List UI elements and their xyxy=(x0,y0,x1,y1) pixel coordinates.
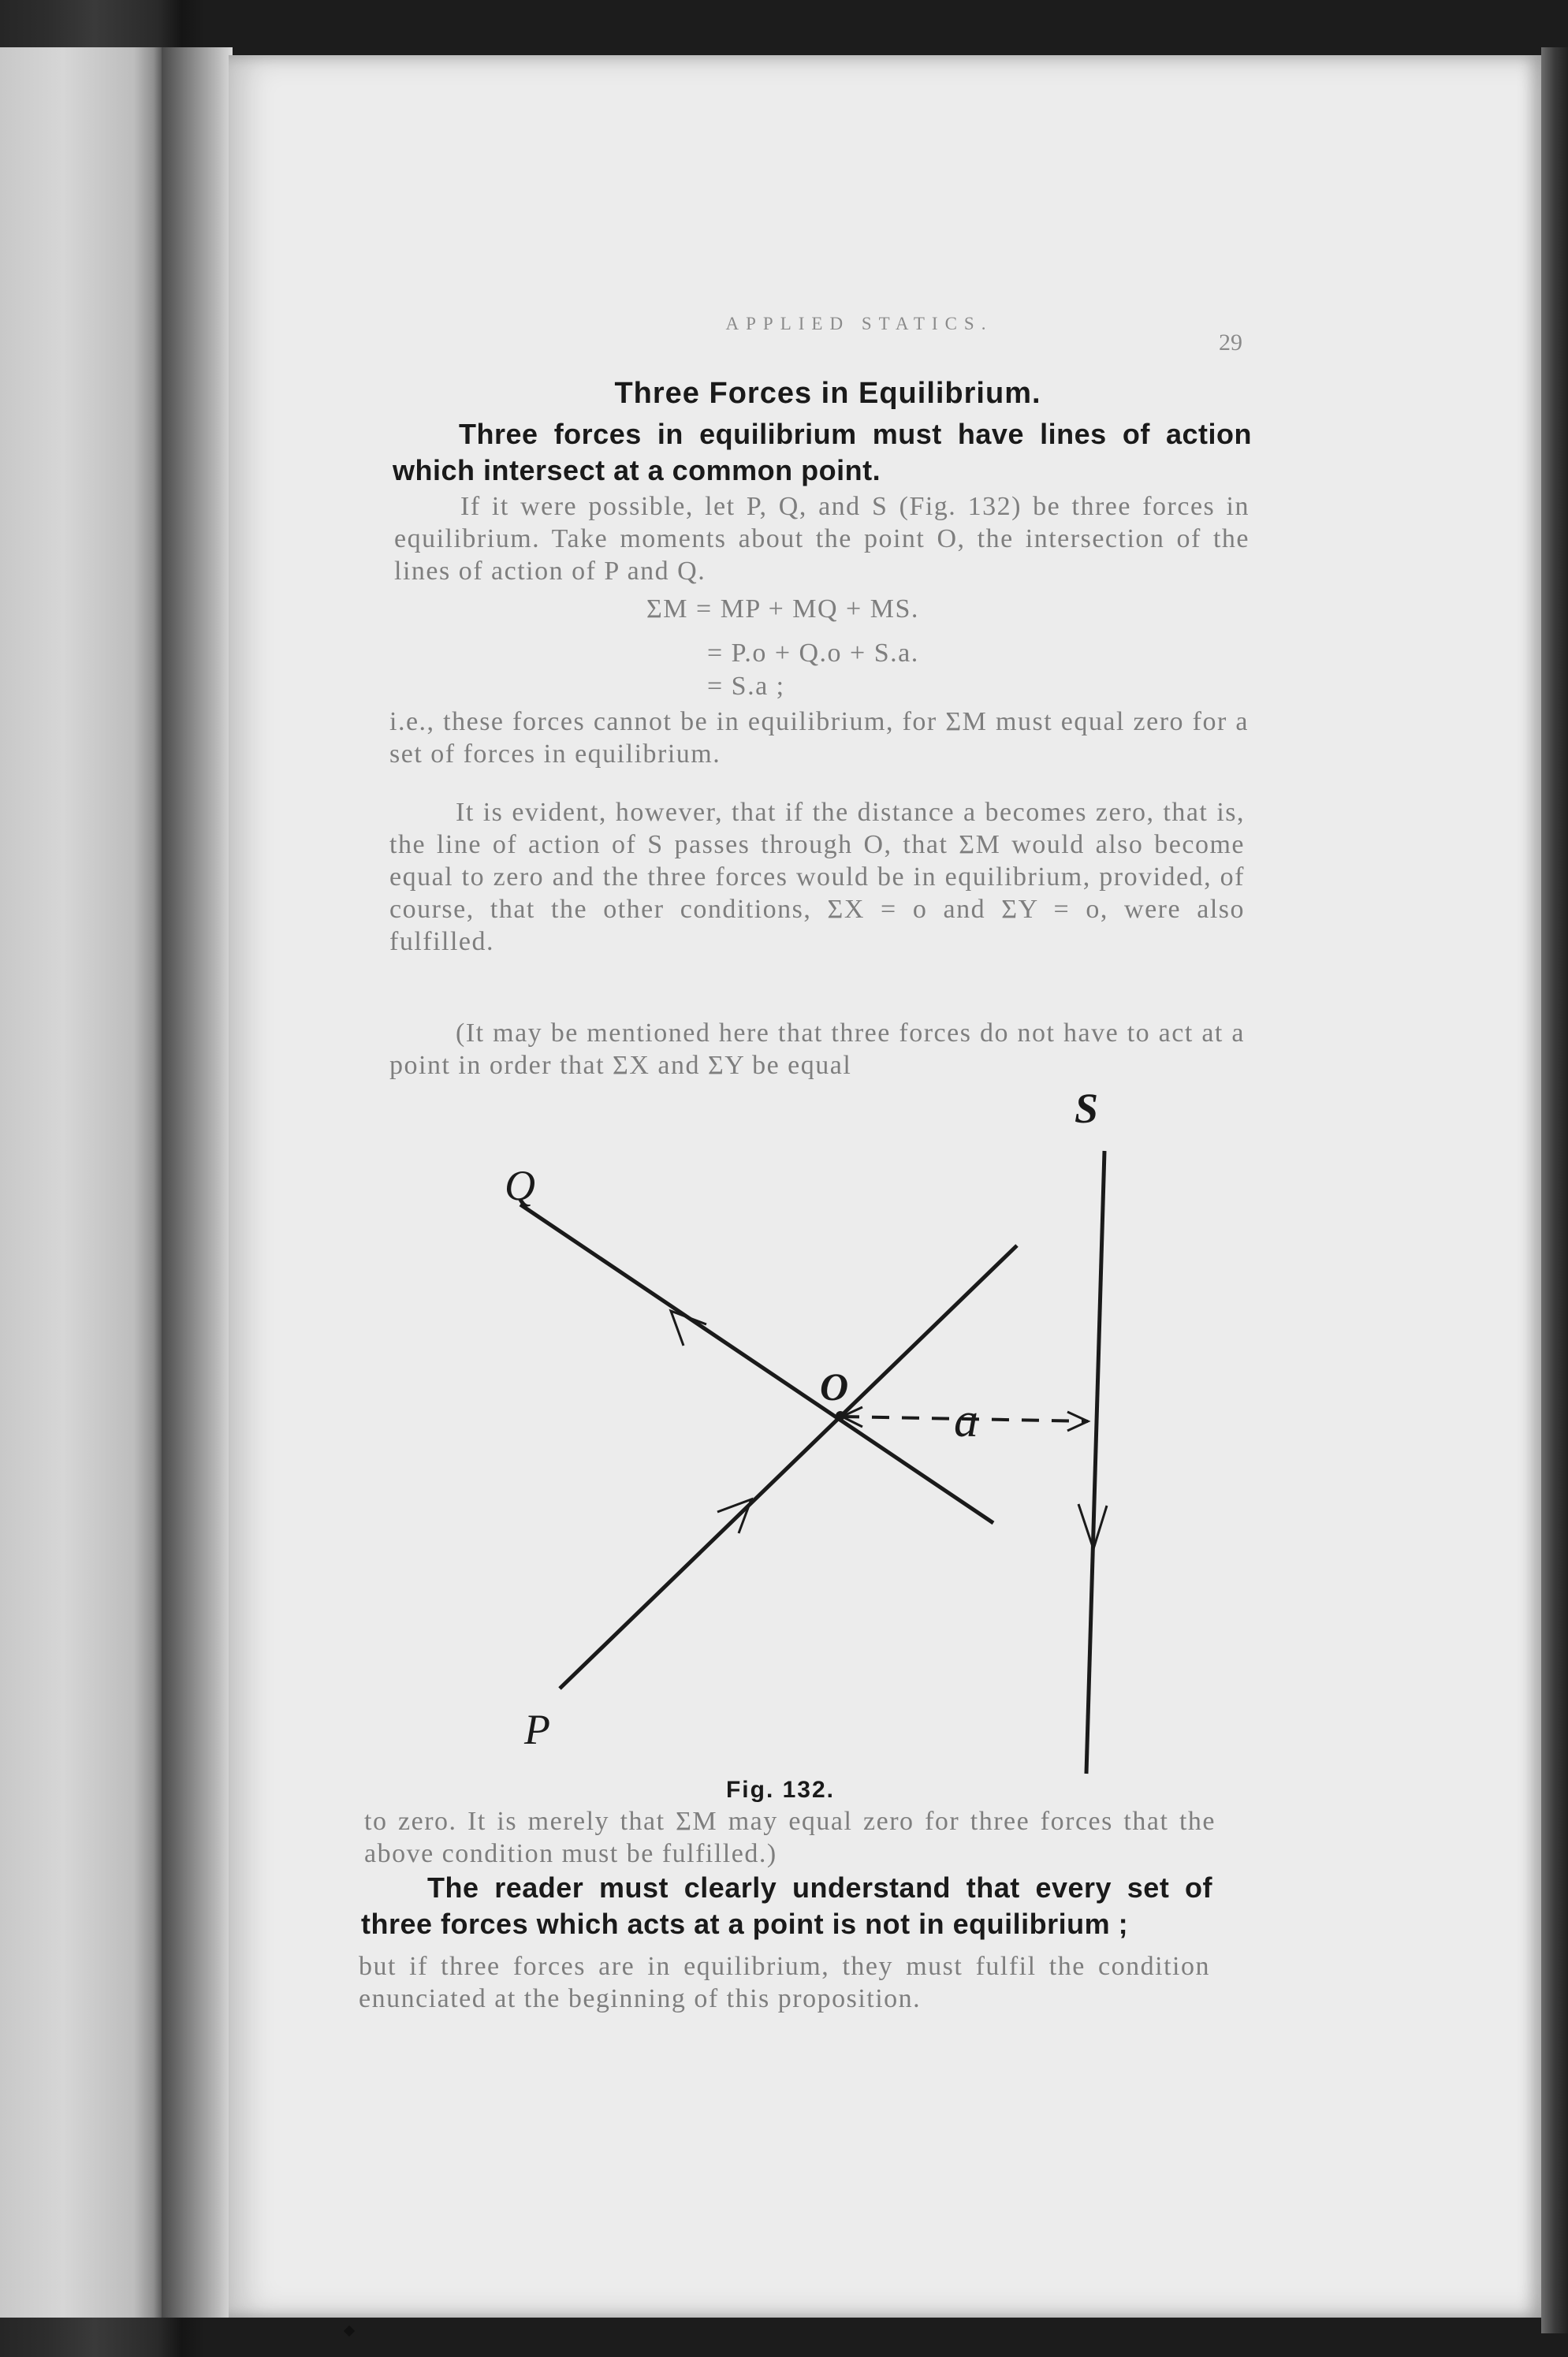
figure-caption: Fig. 132. xyxy=(725,1777,836,1803)
point-o xyxy=(836,1411,845,1421)
paragraph-6: but if three forces are in equilibrium, they must fulfil the condition enunciated at the beginning of this proposition. xyxy=(359,1952,1210,2013)
paragraph-5: to zero. It is merely that ΣM may equal zero for three forces that the above condition must be fulfilled.) xyxy=(364,1807,1216,1868)
paragraph-3: It is evident, however, that if the distance a becomes zero, that is, the line of action of S passes through O, that ΣM would also become equal to zero and the three forces would be in equilibrium, provided, of course, that the other conditions, ΣX = o and ΣY = o, were also fulfilled. xyxy=(389,798,1245,956)
paragraph-4: (It may be mentioned here that three forces do not have to act at a point in order that ΣX and ΣY be equal xyxy=(389,1018,1245,1080)
label-a: a xyxy=(954,1394,978,1447)
section-heading: Three Forces in Equilibrium. xyxy=(614,377,1041,410)
paragraph-1: If it were possible, let P, Q, and S (Fig. 132) be three forces in equilibrium. Take moments about the point O, the intersection of the lines of action of P and Q. xyxy=(394,492,1250,586)
label-o: O xyxy=(820,1365,849,1409)
proposition-statement: Three forces in equilibrium must have lines of action which intersect at a common point. xyxy=(393,418,1252,486)
running-head: APPLIED STATICS. xyxy=(725,314,993,333)
line-of-action-q xyxy=(520,1205,993,1523)
label-s: S xyxy=(1075,1085,1099,1132)
equation-line-1: ΣM = MP + MQ + MS. xyxy=(646,594,919,624)
line-of-action-p xyxy=(560,1246,1017,1689)
page-number: 29 xyxy=(1219,330,1242,356)
equation-line-2: = P.o + Q.o + S.a. xyxy=(707,639,919,668)
label-q: Q xyxy=(505,1162,535,1209)
paragraph-2: i.e., these forces cannot be in equilibrium, for ΣM must equal zero for a set of forces in equilibrium. xyxy=(389,707,1249,769)
bold-paragraph: The reader must clearly understand that every set of three forces which acts at a point is not in equilibrium ; xyxy=(361,1871,1212,1940)
label-p: P xyxy=(524,1706,550,1753)
equation-line-3: = S.a ; xyxy=(707,672,785,701)
line-of-action-s xyxy=(1086,1151,1104,1774)
